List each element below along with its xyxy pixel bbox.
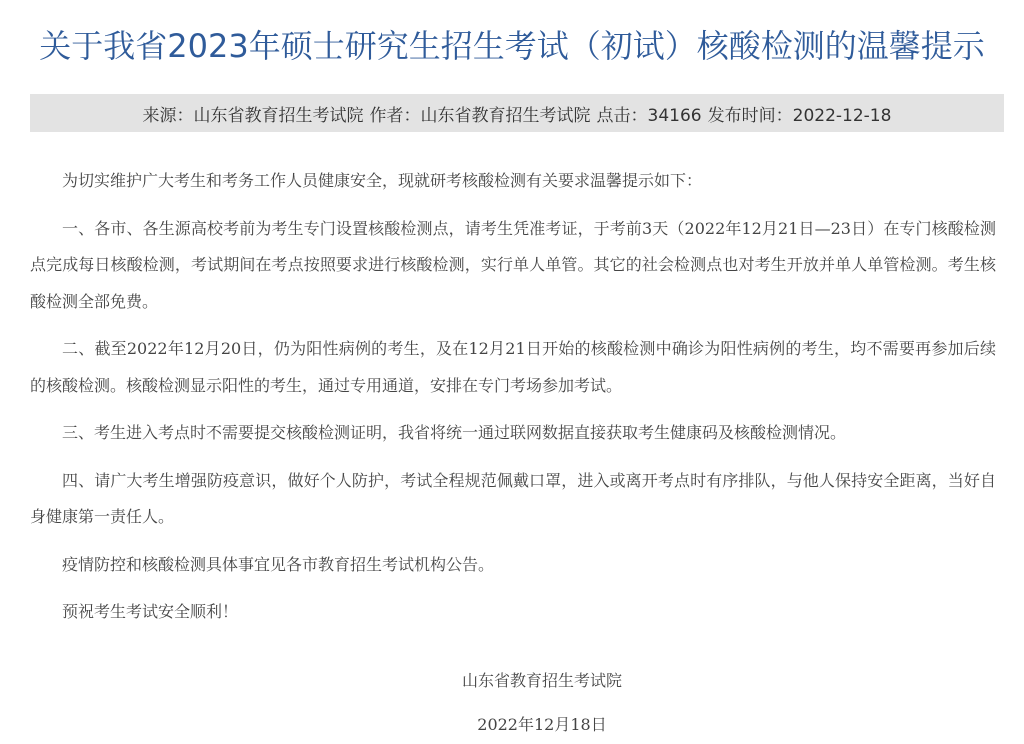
paragraph-item-3: 三、考生进入考点时不需要提交核酸检测证明，我省将统一通过联网数据直接获取考生健康码及核酸检测情况。 (62, 423, 847, 442)
signature-organization: 山东省教育招生考试院 (461, 671, 622, 690)
article-body (30, 163, 996, 642)
paragraph-item-4: 四、请广大考生增强防疫意识，做好个人防护，考试全程规范佩戴口罩，进入或离开考点时有序排队，与他人保持安全距离，当好自身健康第一责任人。 (30, 470, 996, 526)
paragraph-notice: 疫情防控和核酸检测具体事宜见各市教育招生考试机构公告。 (62, 554, 495, 574)
paragraph-wishes: 预祝考生考试安全顺利！ (62, 602, 239, 621)
paragraph-item-1: 一、各市、各生源高校考前为考生专门设置核酸检测点，请考生凭准考证，于考前3天（2022年12月21日—23日）在专门核酸检测点完成每日核酸检测，考试期间在考点按照要求进行核酸检测，实行单人单管。其它的社会检测点也对考生开放并单人单管检测。考生核酸检测全部免费。 (30, 218, 996, 311)
meta-source: 来源：山东省教育招生考试院 (142, 105, 364, 126)
paragraph-intro: 为切实维护广大考生和考务工作人员健康安全，现就研考核酸检测有关要求温馨提示如下： (62, 171, 703, 190)
meta-clicks: 点击：34166 (596, 105, 702, 126)
article-title: 关于我省2023年硕士研究生招生考试（初试）核酸检测的温馨提示 (39, 27, 985, 65)
meta-published-date: 发布时间：2022-12-18 (707, 105, 892, 126)
signature-date: 2022年12月18日 (477, 715, 607, 734)
article-meta-bar (30, 94, 1004, 132)
meta-author: 作者：山东省教育招生考试院 (369, 105, 591, 126)
paragraph-item-2: 二、截至2022年12月20日，仍为阳性病例的考生，及在12月21日开始的核酸检测中确诊为阳性病例的考生，均不需要再参加后续的核酸检测。核酸检测显示阳性的考生，通过专用通道，安排在专门考场参加考试。 (30, 339, 996, 395)
